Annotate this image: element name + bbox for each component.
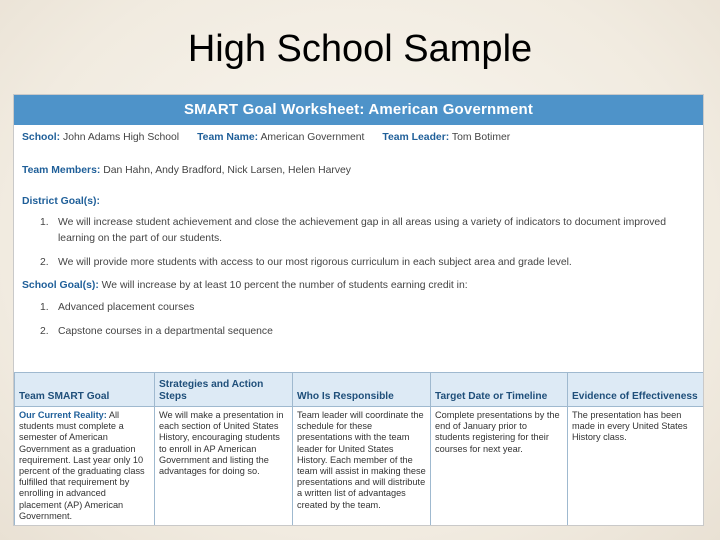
school-goals-list	[22, 300, 695, 340]
table-header-row	[15, 373, 705, 407]
school-goal-item: 1. Advanced placement courses	[40, 301, 195, 313]
worksheet-body	[14, 125, 703, 340]
team-leader-value: Tom Botimer	[451, 132, 511, 143]
school-label: School:	[22, 132, 61, 143]
team-members-label: Team Members:	[22, 165, 101, 176]
worksheet-header: SMART Goal Worksheet: American Government	[14, 95, 703, 125]
col-header-who-responsible: Who Is Responsible	[293, 373, 431, 407]
current-reality-label: Our Current Reality:	[19, 410, 107, 420]
school-goals-row	[22, 280, 695, 291]
cell-evidence: The presentation has been made in every United States History class.	[568, 407, 705, 527]
smart-goal-table	[14, 372, 704, 526]
school-goal-item: 2. Capstone courses in a departmental sequence	[40, 326, 273, 337]
col-header-team-smart-goal: Team SMART Goal	[15, 373, 155, 407]
school-info-row	[22, 132, 695, 143]
team-leader-label: Team Leader:	[382, 132, 450, 143]
school-goals-intro: We will increase by at least 10 percent the number of students earning credit in:	[101, 279, 468, 291]
team-members-value: Dan Hahn, Andy Bradford, Nick Larsen, Helen Harvey	[103, 165, 352, 176]
cell-who-responsible: Team leader will coordinate the schedule for these presentations with the team leader for United States History. Each member of the team will assist in making these presentations and will distribute a written list of advantages created by the team.	[293, 407, 431, 527]
team-name-field	[197, 132, 364, 143]
district-goal-item: 2. We will provide more students with access to our most rigorous curriculum in each subject area and grade level.	[40, 257, 572, 268]
slide-title: High School Sample	[187, 28, 533, 70]
team-members-row	[22, 165, 695, 176]
col-header-target-date: Target Date or Timeline	[431, 373, 568, 407]
district-goal-item: 1. We will increase student achievement and close the achievement gap in all areas using a variety of indicators to document improved learning on the part of our students.	[40, 217, 666, 244]
smart-goal-worksheet	[13, 94, 704, 526]
school-field	[22, 132, 179, 143]
school-goals-label: School Goal(s):	[22, 279, 99, 291]
col-header-evidence: Evidence of Effectiveness	[568, 373, 705, 407]
district-goals-list	[22, 215, 695, 271]
team-name-value: American Government	[260, 132, 365, 143]
cell-team-smart-goal	[15, 407, 155, 527]
team-name-label: Team Name:	[197, 132, 259, 143]
current-reality-text: All students must complete a semester of American Government as a graduation requirement. Last year only 10 percent of the graduating class fulfilled that requirement by enrolling in advanced placement (AP) American Government.	[19, 410, 145, 521]
team-leader-field	[382, 132, 510, 143]
cell-strategies: We will make a presentation in each section of United States History, encouraging students to enroll in AP American Government and listing the advantages for doing so.	[155, 407, 293, 527]
table-row	[15, 407, 705, 527]
district-goals-label-row	[22, 196, 695, 207]
district-goals-label: District Goal(s):	[22, 196, 100, 207]
cell-target-date: Complete presentations by the end of January prior to students registering for their courses for next year.	[431, 407, 568, 527]
col-header-strategies: Strategies and Action Steps	[155, 373, 293, 407]
school-value: John Adams High School	[63, 132, 180, 143]
